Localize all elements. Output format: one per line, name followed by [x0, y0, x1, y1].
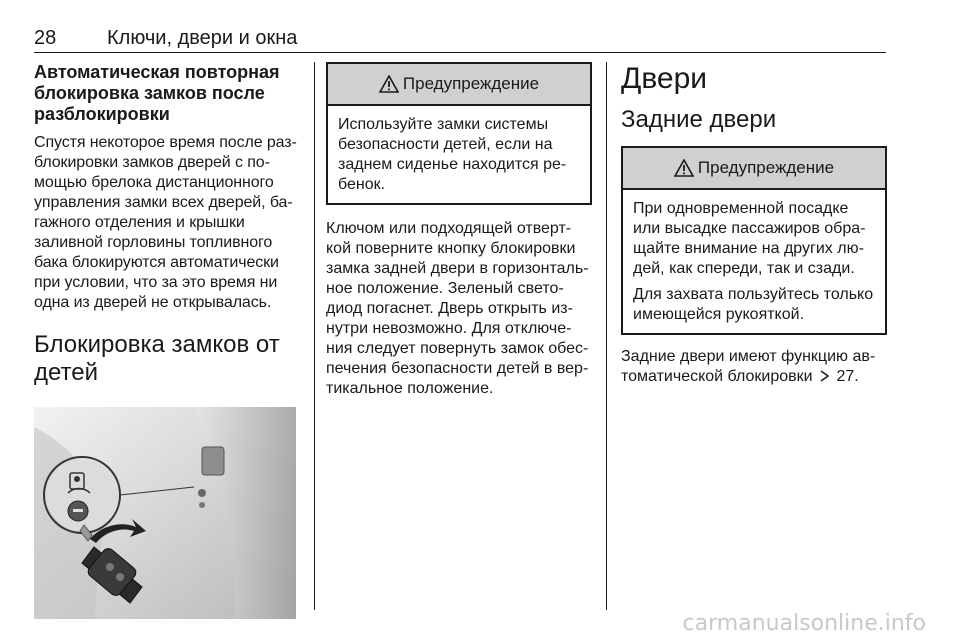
relock-text: Спустя некоторое время после раз-блокировки замков дверей с по-мощью брелока дистанционного управления замки всех дверей, ба-гажного отделения и крышки заливной горловины топливного бака блокируются автоматически при условии, что за это время ни одна из дверей не открывалась.: [34, 134, 297, 311]
relock-heading: Автоматическая повторная блокировка замков после разблокировки: [34, 62, 280, 124]
child-lock-instructions: Ключом или подходящей отверт-кой поверните кнопку блокировки замка задней двери в горизонталь-ное положение. Зеленый свето-диод погаснет. Дверь открыть из-нутри невозможно. Для отключе-ния следует повернуть замок обес-печения безопасности детей в вер-тикальное положение.: [326, 220, 589, 397]
warning-title: Предупреждение: [402, 74, 540, 93]
rear-doors-sentence: Задние двери имеют функцию ав-томатической блокировки: [621, 348, 876, 385]
warning-text: Используйте замки системы безопасности детей, если на заднем сиденье находится ре-бенок.: [338, 116, 567, 193]
column-right: [621, 62, 887, 387]
warning-title: Предупреждение: [697, 158, 835, 177]
child-lock-illustration: [34, 407, 296, 619]
rear-doors-heading: Задние двери: [621, 106, 777, 133]
column-divider: [314, 62, 315, 610]
child-lock-figure: [34, 407, 296, 619]
warning-header: [623, 148, 885, 190]
column-divider: [606, 62, 607, 610]
warning-header: [328, 64, 590, 106]
warning-text-1: При одновременной посадке или высадке пассажиров обра-щайте внимание на других лю-дей, как спереди, так и сзади.: [633, 200, 866, 277]
page-number: 28: [34, 27, 57, 49]
child-lock-heading: Блокировка замков от детей: [34, 331, 280, 386]
page-header: [34, 27, 886, 53]
warning-box: [326, 62, 592, 205]
page-reference-icon: [819, 370, 830, 382]
page-reference-link[interactable]: 27.: [836, 368, 859, 385]
chapter-title: Ключи, двери и окна: [107, 27, 298, 49]
warning-box: [621, 146, 887, 335]
column-middle: [326, 62, 592, 399]
warning-body: [623, 190, 885, 333]
warning-body: [328, 106, 590, 203]
warning-icon: [379, 75, 399, 93]
warning-icon: [674, 159, 694, 177]
rear-doors-text: [621, 347, 887, 387]
column-left: [34, 62, 302, 619]
doors-heading: Двери: [621, 62, 708, 95]
warning-text-2: Для захвата пользуйтесь только имеющейся рукояткой.: [633, 286, 874, 323]
watermark: carmanualsonline.info: [682, 611, 926, 636]
